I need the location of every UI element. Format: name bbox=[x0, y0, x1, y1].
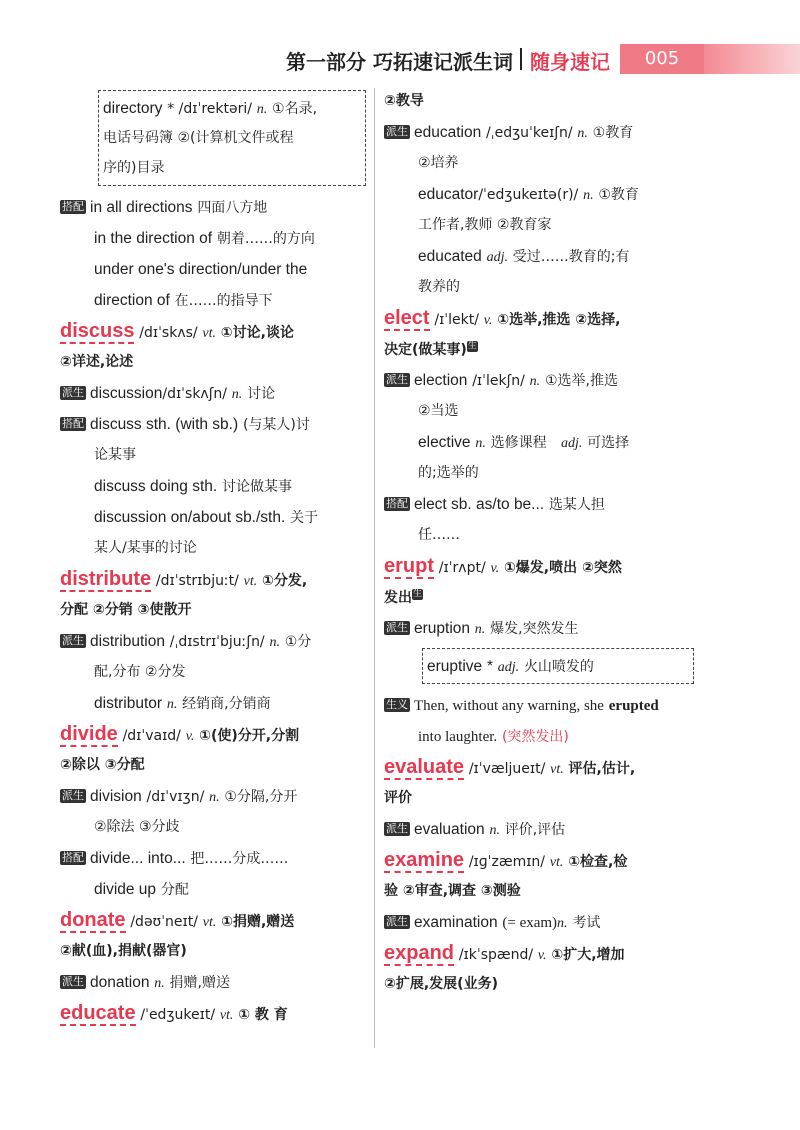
pos: vt. bbox=[219, 1008, 234, 1023]
word: distribution bbox=[90, 633, 165, 650]
right-column bbox=[384, 86, 694, 1000]
derivative-tag: 派生 bbox=[62, 975, 84, 988]
pos: vt. bbox=[550, 762, 564, 777]
meaning: 某人/某事的讨论 bbox=[94, 540, 197, 556]
headword-divide: divide bbox=[60, 723, 118, 745]
phrase: divide up bbox=[94, 881, 157, 898]
word: election bbox=[414, 372, 468, 389]
meaning: ①分隔,分开 bbox=[224, 789, 298, 805]
derivative-tag: 派生 bbox=[386, 621, 408, 634]
meaning: 选修课程 bbox=[490, 435, 547, 451]
collocation-tag: 搭配 bbox=[62, 200, 84, 213]
page-number-box bbox=[620, 44, 704, 74]
ipa: /ɪˈrʌpt/ bbox=[438, 560, 486, 576]
phrase: discuss doing sth. bbox=[94, 478, 218, 495]
ipa: /ɪˈvæljueɪt/ bbox=[468, 761, 546, 777]
ipa: /dɪˈskʌs/ bbox=[139, 325, 198, 341]
meaning: 分配 bbox=[160, 882, 189, 898]
word-directory: directory bbox=[103, 100, 163, 117]
header-decor-band bbox=[704, 44, 800, 74]
meaning: 可选择 bbox=[587, 435, 630, 451]
pos: v. bbox=[537, 948, 547, 963]
pos: n. bbox=[557, 916, 568, 931]
phrase: elect sb. as/to be... bbox=[414, 496, 545, 513]
word: elective bbox=[418, 434, 471, 451]
pos: n. bbox=[475, 436, 486, 451]
phrase: direction of bbox=[94, 292, 170, 309]
phrase: under one's direction/under the bbox=[94, 261, 308, 278]
meaning: 的;选举的 bbox=[418, 465, 479, 481]
ipa: /ˈedʒukeɪtə(r)/ bbox=[478, 187, 579, 203]
meaning: 任…… bbox=[418, 527, 460, 543]
meaning: ①捐赠,赠送 bbox=[221, 914, 295, 930]
left-column bbox=[60, 86, 366, 1029]
pos: n. bbox=[269, 635, 280, 650]
meaning: ①选举,推选 bbox=[544, 373, 618, 389]
meaning: ②当选 bbox=[418, 403, 459, 419]
ipa: /ˌedʒuˈkeɪʃn/ bbox=[486, 125, 573, 141]
derivative-tag: 派生 bbox=[386, 915, 408, 928]
pos: n. bbox=[474, 622, 486, 637]
headword-donate: donate bbox=[60, 909, 126, 931]
headword-examine: examine bbox=[384, 849, 465, 871]
meaning: 在……的指导下 bbox=[174, 293, 273, 309]
meaning: 评估,估计, bbox=[568, 761, 636, 777]
directory-note-box bbox=[98, 90, 366, 186]
headword-expand: expand bbox=[384, 942, 455, 964]
pos: n. bbox=[577, 126, 588, 141]
phrase: discussion on/about sb./sth. bbox=[94, 509, 286, 526]
meaning: ①检查,检 bbox=[568, 854, 628, 870]
pos: vt. bbox=[202, 915, 217, 930]
pos: vt. bbox=[549, 855, 564, 870]
variant: (= exam) bbox=[502, 915, 558, 931]
meaning: ①爆发,喷出 ②突然 bbox=[503, 560, 622, 576]
headword-distribute: distribute bbox=[60, 568, 152, 590]
ipa: /dəʊˈneɪt/ bbox=[130, 914, 198, 930]
meaning: 朝着……的方向 bbox=[216, 231, 315, 247]
book-series-label: 随身速记 bbox=[530, 50, 610, 74]
ipa: /ɪɡˈzæmɪn/ bbox=[468, 854, 546, 870]
ipa: /dɪˈskʌʃn/ bbox=[162, 386, 228, 402]
meaning: 关于 bbox=[290, 510, 319, 526]
meaning: ①教育 bbox=[598, 187, 639, 203]
meaning: 捐赠,赠送 bbox=[169, 975, 230, 991]
meaning: 四面八方地 bbox=[197, 200, 268, 216]
meaning: 电话号码簿 ②(计算机文件或程 bbox=[103, 130, 294, 146]
collocation-tag: 搭配 bbox=[62, 851, 84, 864]
word: educated bbox=[418, 248, 482, 265]
pos: n. bbox=[231, 387, 243, 402]
derivative-tag: 派生 bbox=[386, 373, 408, 386]
collocation-tag: 搭配 bbox=[386, 497, 408, 510]
pos: n. bbox=[529, 374, 541, 389]
pos: v. bbox=[483, 313, 493, 328]
word: educator bbox=[418, 186, 479, 203]
meaning: 发出 bbox=[384, 590, 412, 606]
ipa: * /dɪˈrektəri/ bbox=[167, 101, 252, 117]
phrase: discuss sth. (with sb.) bbox=[90, 416, 239, 433]
derivative-tag: 派生 bbox=[62, 386, 84, 399]
meaning: 评价,评估 bbox=[504, 822, 566, 838]
meaning: ②扩展,发展(业务) bbox=[384, 976, 498, 992]
meaning: ②献(血),捐献(器官) bbox=[60, 943, 187, 959]
derivative-tag: 派生 bbox=[62, 789, 84, 802]
word: distributor bbox=[94, 695, 163, 712]
meaning: ①分发, bbox=[262, 573, 308, 589]
ipa: /ˈedʒukeɪt/ bbox=[140, 1007, 216, 1023]
meaning: 工作者,教师 ②教育家 bbox=[418, 217, 552, 233]
meaning: 讨论 bbox=[247, 386, 276, 402]
pos: n. bbox=[583, 188, 594, 203]
header-separator bbox=[520, 48, 522, 70]
meaning: 经销商,分销商 bbox=[182, 696, 271, 712]
pos: adj. bbox=[486, 250, 508, 265]
star-mark: * bbox=[486, 658, 493, 675]
word: discussion bbox=[90, 385, 163, 402]
column-divider bbox=[374, 88, 375, 1048]
pos: adj. bbox=[560, 436, 583, 451]
meaning: ①分 bbox=[284, 634, 312, 650]
example-keyword: erupted bbox=[608, 698, 659, 714]
new-sense-mark: 生 bbox=[467, 341, 477, 351]
meaning: 考试 bbox=[572, 915, 601, 931]
pos: v. bbox=[490, 561, 500, 576]
word: education bbox=[414, 124, 482, 141]
headword-discuss: discuss bbox=[60, 320, 135, 342]
meaning: 选某人担 bbox=[548, 497, 605, 513]
part-title: 第一部分 巧拓速记派生词 bbox=[286, 50, 513, 74]
derivative-tag: 派生 bbox=[62, 634, 84, 647]
pos: n. bbox=[154, 976, 165, 991]
word: donation bbox=[90, 974, 150, 991]
meaning: ①讨论,谈论 bbox=[220, 325, 294, 341]
meaning: 验 ②审查,调查 ③测验 bbox=[384, 883, 521, 899]
headword-elect: elect bbox=[384, 307, 430, 329]
meaning: 火山喷发的 bbox=[523, 659, 594, 675]
word: evaluation bbox=[414, 821, 485, 838]
ipa: /ɪˈlekʃn/ bbox=[472, 373, 525, 389]
word: division bbox=[90, 788, 142, 805]
eruptive-note-box bbox=[422, 648, 694, 684]
meaning: 分配 ②分销 ③使散开 bbox=[60, 602, 192, 618]
meaning: 爆发,突然发生 bbox=[490, 621, 579, 637]
headword-educate: educate bbox=[60, 1002, 136, 1024]
ipa: /dɪˈstrɪbjuːt/ bbox=[155, 573, 239, 589]
headword-erupt: erupt bbox=[384, 555, 434, 577]
pos: adj. bbox=[497, 660, 520, 675]
page-header bbox=[0, 42, 800, 76]
new-sense-mark: 生 bbox=[413, 589, 423, 599]
derivative-tag: 派生 bbox=[386, 822, 408, 835]
meaning: ②除以 ③分配 bbox=[60, 757, 145, 773]
ipa: /ˌdɪstrɪˈbjuːʃn/ bbox=[169, 634, 265, 650]
derivative-tag: 派生 bbox=[386, 125, 408, 138]
pos: n. bbox=[209, 790, 220, 805]
phrase: in the direction of bbox=[94, 230, 213, 247]
pos: vt. bbox=[243, 574, 258, 589]
word: eruptive bbox=[427, 658, 483, 675]
meaning: ①(使)分开,分割 bbox=[199, 728, 300, 744]
pos: vt. bbox=[202, 326, 217, 341]
ipa: /dɪˈvaɪd/ bbox=[122, 728, 181, 744]
word: examination bbox=[414, 914, 498, 931]
meaning: ②详述,论述 bbox=[60, 354, 134, 370]
phrase: in all directions bbox=[90, 199, 193, 216]
word: eruption bbox=[414, 620, 471, 637]
meaning: 序的)目录 bbox=[103, 160, 165, 176]
pos: n. bbox=[166, 697, 178, 712]
meaning: 论某事 bbox=[94, 447, 136, 463]
meaning: 教养的 bbox=[418, 279, 460, 295]
pos: n. bbox=[489, 823, 500, 838]
meaning: 配,分布 ②分发 bbox=[94, 664, 186, 680]
ipa: /dɪˈvɪʒn/ bbox=[146, 789, 205, 805]
meaning: ① 教 育 bbox=[238, 1007, 288, 1023]
meaning: ②教导 bbox=[384, 93, 424, 109]
collocation-tag: 搭配 bbox=[62, 417, 84, 430]
meaning: ①扩大,增加 bbox=[551, 947, 625, 963]
meaning: 把……分成…… bbox=[190, 851, 289, 867]
pos: v. bbox=[185, 729, 195, 744]
meaning: (与某人)讨 bbox=[242, 417, 310, 433]
ipa: /ɪkˈspænd/ bbox=[458, 947, 534, 963]
meaning: ②培养 bbox=[418, 155, 459, 171]
ipa: /ɪˈlekt/ bbox=[434, 312, 479, 328]
meaning: 决定(做某事) bbox=[384, 342, 467, 358]
meaning: 讨论做某事 bbox=[222, 479, 292, 495]
meaning: 评价 bbox=[384, 790, 412, 806]
page-number: 005 bbox=[644, 48, 680, 69]
headword-evaluate: evaluate bbox=[384, 756, 465, 778]
meaning: ①名录, bbox=[272, 101, 318, 117]
new-sense-tag: 生义 bbox=[386, 698, 408, 711]
example-sentence: Then, without any warning, she bbox=[414, 698, 604, 714]
meaning: ①选举,推选 ②选择, bbox=[497, 312, 621, 328]
meaning: ①教育 bbox=[592, 125, 634, 141]
meaning: ②除法 ③分歧 bbox=[94, 819, 180, 835]
phrase: divide... into... bbox=[90, 850, 186, 867]
example-note: (突然发出) bbox=[501, 729, 569, 745]
meaning: 受过……教育的;有 bbox=[512, 249, 630, 265]
example-sentence: into laughter. bbox=[418, 729, 498, 745]
pos: n. bbox=[256, 102, 268, 117]
